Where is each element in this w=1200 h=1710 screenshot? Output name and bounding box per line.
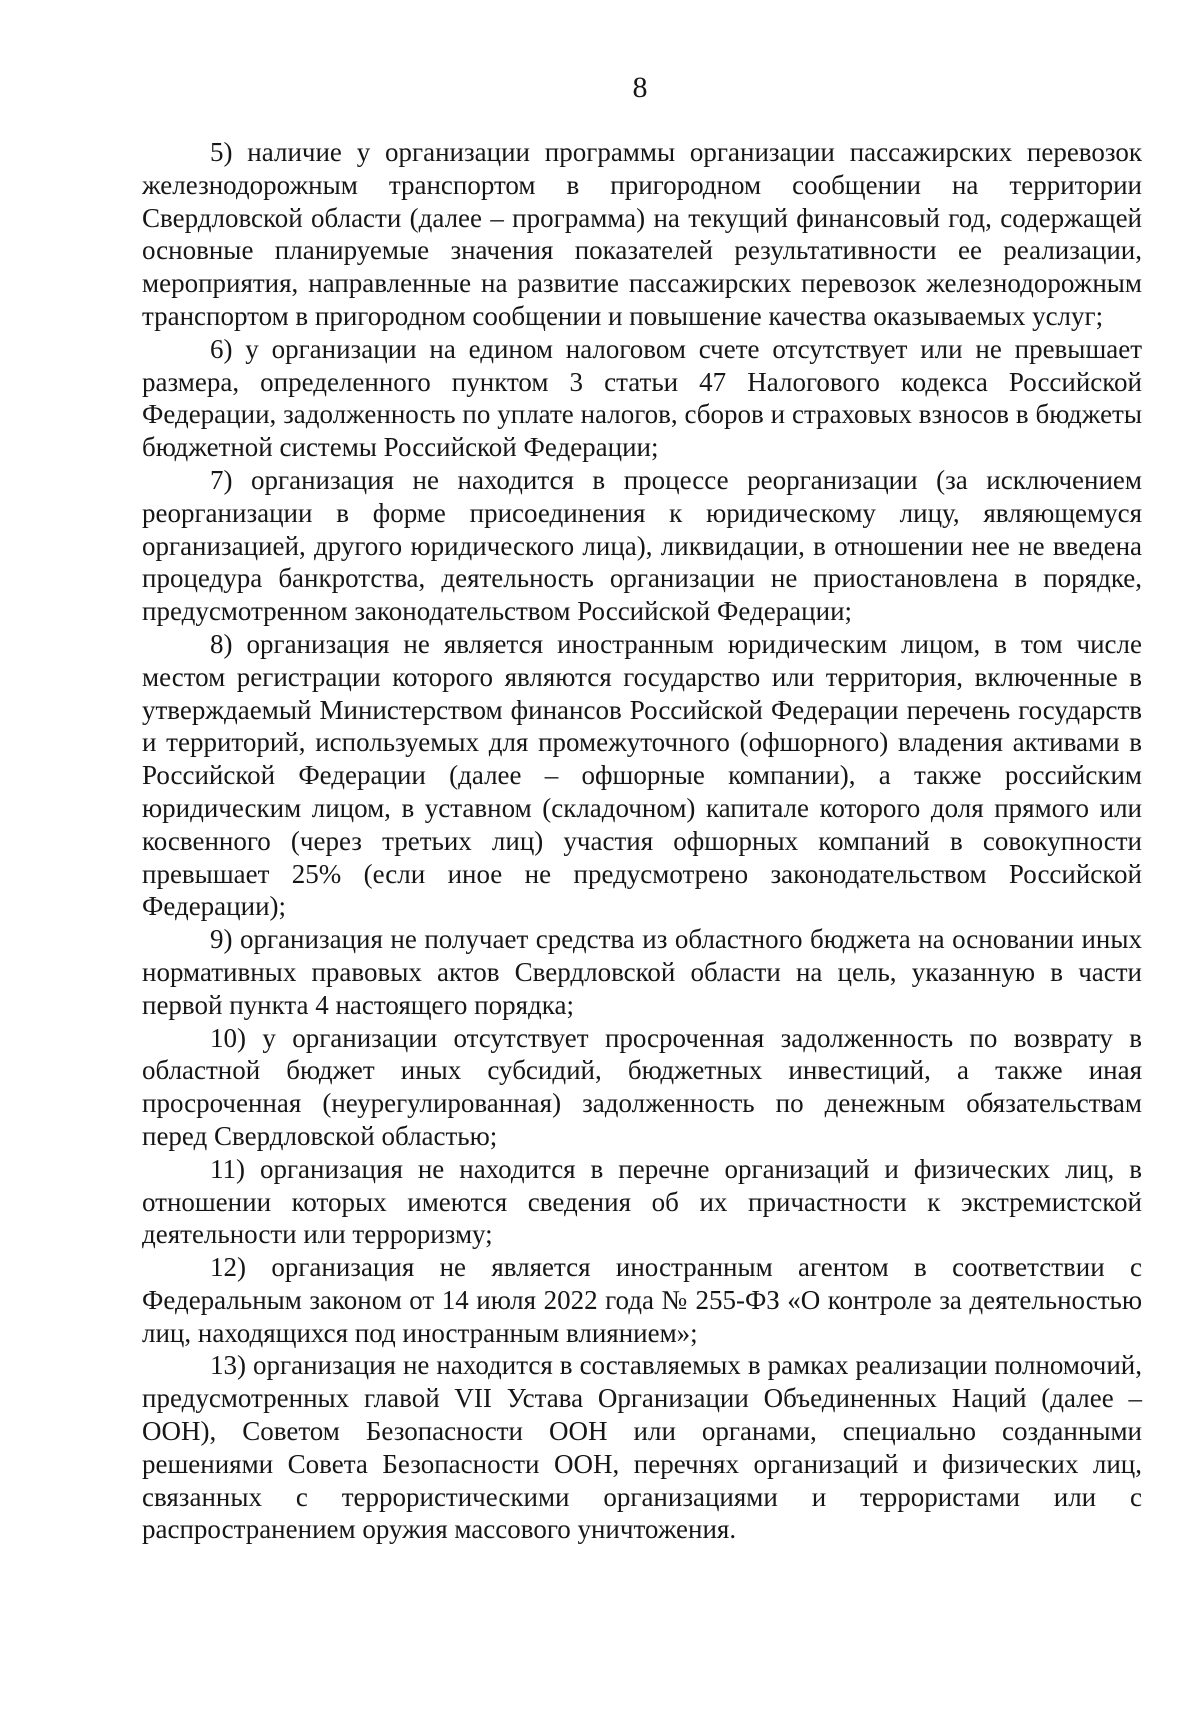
document-body (142, 136, 1142, 1546)
paragraph-item-8: 8) организация не является иностранным юридическим лицом, в том числе местом регистрации которого являются государство или территория, включенные в утверждаемый Министерством финансов Российской Федерации перечень государств и территорий, используемых для промежуточного (офшорного) владения активами в Российской Федерации (далее – офшорные компании), а также российским юридическим лицом, в уставном (складочном) капитале которого доля прямого или косвенного (через третьих лиц) участия офшорных компаний в совокупности превышает 25% (если иное не предусмотрено законодательством Российской Федерации); (142, 628, 1142, 922)
paragraph-item-7: 7) организация не находится в процессе реорганизации (за исключением реорганизации в форме присоединения к юридическому лицу, являющемуся организацией, другого юридического лица), ликвидации, в отношении нее не введена процедура банкротства, деятельность организации не приостановлена в порядке, предусмотренном законодательством Российской Федерации; (142, 464, 1142, 627)
paragraph-item-13: 13) организация не находится в составляемых в рамках реализации полномочий, предусмотренных главой VII Устава Организации Объединенных Наций (далее – ООН), Советом Безопасности ООН или органами, специально созданными решениями Совета Безопасности ООН, перечнях организаций и физических лиц, связанных с террористическими организациями и террористами или с распространением оружия массового уничтожения. (142, 1350, 1142, 1545)
paragraph-item-9: 9) организация не получает средства из областного бюджета на основании иных нормативных правовых актов Свердловской области на цель, указанную в части первой пункта 4 настоящего порядка; (142, 924, 1142, 1020)
page-number: 8 (632, 71, 648, 104)
paragraph-item-5: 5) наличие у организации программы организации пассажирских перевозок железнодорожным транспортом в пригородном сообщении на территории Свердловской области (далее – программа) на текущий финансовый год, содержащей основные планируемые значения показателей результативности ее реализации, мероприятия, направленные на развитие пассажирских перевозок железнодорожным транспортом в пригородном сообщении и повышение качества оказываемых услуг; (142, 137, 1142, 331)
paragraph-item-11: 11) организация не находится в перечне организаций и физических лиц, в отношении которых имеются сведения об их причастности к экстремистской деятельности или терроризму; (142, 1153, 1142, 1250)
paragraph-item-10: 10) у организации отсутствует просроченная задолженность по возврату в областной бюджет иных субсидий, бюджетных инвестиций, а также иная просроченная (неурегулированная) задолженность по денежным обязательствам перед Свердловской областью; (142, 1022, 1142, 1151)
paragraph-item-12: 12) организация не является иностранным агентом в соответствии с Федеральным законом от 14 июля 2022 года № 255-ФЗ «О контроле за деятельностью лиц, находящихся под иностранным влиянием»; (142, 1252, 1142, 1348)
paragraph-item-6: 6) у организации на едином налоговом счете отсутствует или не превышает размера, определенного пунктом 3 статьи 47 Налогового кодекса Российской Федерации, задолженность по уплате налогов, сборов и страховых взносов в бюджеты бюджетной системы Российской Федерации; (142, 333, 1142, 463)
